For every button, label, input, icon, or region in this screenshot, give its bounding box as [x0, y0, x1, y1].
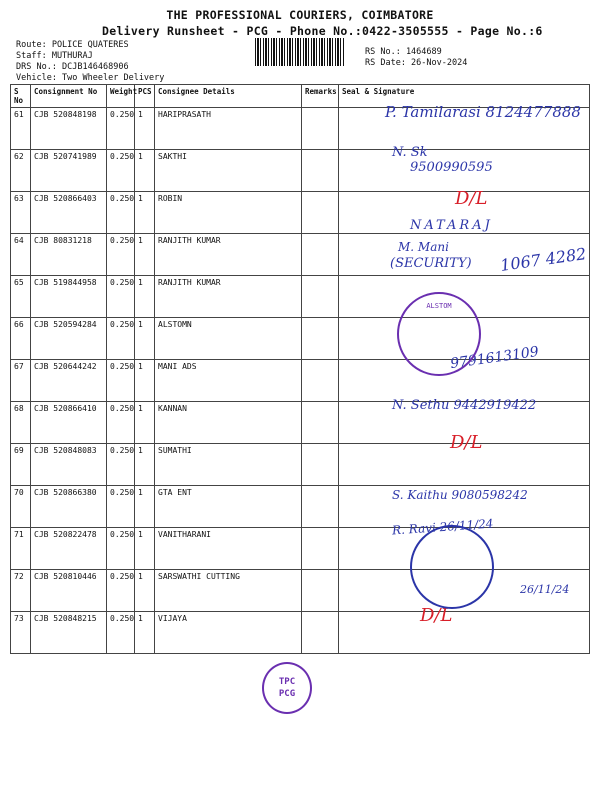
meta-right	[365, 47, 467, 69]
handwriting-64a: NATARAJ	[410, 218, 493, 233]
table-row	[11, 360, 590, 402]
barcode	[255, 38, 345, 66]
cell-weight: 0.250	[107, 402, 135, 444]
cell-remarks	[302, 444, 339, 486]
handwriting-68: N. Sethu 9442919422	[392, 398, 537, 413]
col-consignment: Consignment No	[31, 85, 107, 108]
cell-remarks	[302, 486, 339, 528]
cell-sno: 64	[11, 234, 31, 276]
cell-sno: 71	[11, 528, 31, 570]
cell-remarks	[302, 234, 339, 276]
rs-date: RS Date: 26-Nov-2024	[365, 58, 468, 68]
cell-pcs: 1	[135, 318, 155, 360]
cell-consignment: CJB 520848198	[31, 108, 107, 150]
cell-sno: 66	[11, 318, 31, 360]
staff: Staff: MUTHURAJ	[16, 51, 93, 61]
cell-consignee: HARIPRASATH	[155, 108, 302, 150]
cell-pcs: 1	[135, 150, 155, 192]
cell-weight: 0.250	[107, 234, 135, 276]
cell-consignment: CJB 80831218	[31, 234, 107, 276]
cell-remarks	[302, 360, 339, 402]
cell-consignee: SUMATHI	[155, 444, 302, 486]
cell-consignee: ROBIN	[155, 192, 302, 234]
cell-weight: 0.250	[107, 486, 135, 528]
cell-sno: 63	[11, 192, 31, 234]
drs-number: DRS No.: DCJB146468906	[16, 62, 129, 72]
cell-pcs: 1	[135, 276, 155, 318]
handwriting-dl-73: D/L	[420, 605, 453, 626]
cell-consignment: CJB 520594284	[31, 318, 107, 360]
handwriting-64c: (SECURITY)	[390, 256, 472, 271]
handwriting-64b: M. Mani	[398, 240, 449, 254]
cell-consignee: VANITHARANI	[155, 528, 302, 570]
table-body	[11, 108, 590, 654]
cell-consignment: CJB 520822478	[31, 528, 107, 570]
cell-weight: 0.250	[107, 276, 135, 318]
company-title: THE PROFESSIONAL COURIERS, COIMBATORE	[166, 8, 434, 22]
cell-consignment: CJB 520810446	[31, 570, 107, 612]
cell-sno: 70	[11, 486, 31, 528]
cell-consignment: CJB 519844958	[31, 276, 107, 318]
runsheet-subtitle: Delivery Runsheet - PCG - Phone No.:0422-3505555 - Page No.:6	[102, 24, 543, 38]
cell-pcs: 1	[135, 528, 155, 570]
cell-consignee: KANNAN	[155, 402, 302, 444]
alstom-stamp-text: ALSTOM	[426, 302, 452, 310]
cell-weight: 0.250	[107, 150, 135, 192]
cell-pcs: 1	[135, 360, 155, 402]
cell-remarks	[302, 108, 339, 150]
cell-weight: 0.250	[107, 108, 135, 150]
cell-consignment: CJB 520644242	[31, 360, 107, 402]
cell-pcs: 1	[135, 612, 155, 654]
table-row	[11, 276, 590, 318]
cell-remarks	[302, 276, 339, 318]
cell-consignment: CJB 520848083	[31, 444, 107, 486]
cell-pcs: 1	[135, 444, 155, 486]
cell-consignment: CJB 520848215	[31, 612, 107, 654]
handwriting-72: 26/11/24	[520, 583, 570, 596]
table-row	[11, 444, 590, 486]
col-remarks: Remarks	[302, 85, 339, 108]
pcg-stamp-bottom: PCG	[278, 689, 296, 699]
cell-remarks	[302, 150, 339, 192]
cell-pcs: 1	[135, 108, 155, 150]
cell-consignee: ALSTOMN	[155, 318, 302, 360]
cell-consignment: CJB 520866410	[31, 402, 107, 444]
handwriting-dl-69: D/L	[450, 432, 483, 453]
cell-sno: 72	[11, 570, 31, 612]
cell-weight: 0.250	[107, 360, 135, 402]
cell-sno: 61	[11, 108, 31, 150]
cell-consignee: SARSWATHI CUTTING	[155, 570, 302, 612]
cell-remarks	[302, 402, 339, 444]
cell-consignee: SAKTHI	[155, 150, 302, 192]
cell-pcs: 1	[135, 402, 155, 444]
cell-consignee: VIJAYA	[155, 612, 302, 654]
cell-consignee: MANI ADS	[155, 360, 302, 402]
handwriting-67: 9791613109	[449, 343, 540, 373]
handwriting-71: S. Kaithu 9080598242	[392, 488, 528, 502]
cell-consignment: CJB 520866403	[31, 192, 107, 234]
handwriting-62b: 9500990595	[410, 160, 493, 175]
pcg-stamp-top: TPC	[278, 677, 296, 687]
table-row	[11, 612, 590, 654]
cell-pcs: 1	[135, 234, 155, 276]
cell-sno: 67	[11, 360, 31, 402]
vehicle: Vehicle: Two Wheeler Delivery	[16, 73, 165, 83]
col-consignee: Consignee Details	[155, 85, 302, 108]
cell-weight: 0.250	[107, 570, 135, 612]
handwriting-dl-63: D/L	[455, 188, 488, 209]
cell-sno: 62	[11, 150, 31, 192]
cell-remarks	[302, 318, 339, 360]
col-weight: Weight	[107, 85, 135, 108]
cell-consignment: CJB 520741989	[31, 150, 107, 192]
table-row	[11, 192, 590, 234]
table-row	[11, 570, 590, 612]
cell-remarks	[302, 570, 339, 612]
cell-sno: 69	[11, 444, 31, 486]
cell-pcs: 1	[135, 570, 155, 612]
cell-weight: 0.250	[107, 318, 135, 360]
handwriting-62a: N. Sk	[392, 145, 428, 160]
handwriting-61: P. Tamilarasi 8124477888	[385, 103, 581, 121]
handwriting-71b: R. Ravi 26/11/24	[391, 516, 494, 538]
meta-left	[16, 40, 164, 84]
cell-weight: 0.250	[107, 192, 135, 234]
rs-number: RS No.: 1464689	[365, 47, 442, 57]
cell-consignee: RANJITH KUMAR	[155, 234, 302, 276]
cell-pcs: 1	[135, 486, 155, 528]
runsheet-table	[10, 84, 590, 654]
col-sno: S No	[11, 85, 31, 108]
route: Route: POLICE QUATERES	[16, 40, 129, 50]
cell-sno: 73	[11, 612, 31, 654]
cell-remarks	[302, 612, 339, 654]
cell-consignment: CJB 520866380	[31, 486, 107, 528]
cell-sno: 65	[11, 276, 31, 318]
cell-consignee: GTA ENT	[155, 486, 302, 528]
cell-remarks	[302, 528, 339, 570]
cell-weight: 0.250	[107, 612, 135, 654]
col-pcs: PCS	[135, 85, 155, 108]
table-row	[11, 528, 590, 570]
table-row	[11, 150, 590, 192]
cell-sno: 68	[11, 402, 31, 444]
cell-seal	[339, 612, 590, 654]
col-seal: Seal & Signature	[339, 85, 590, 108]
cell-weight: 0.250	[107, 444, 135, 486]
cell-weight: 0.250	[107, 528, 135, 570]
alstom-stamp	[397, 292, 481, 376]
receiver-stamp	[410, 525, 494, 609]
handwriting-65: 1067 4282	[499, 244, 588, 275]
pcg-stamp	[262, 662, 312, 714]
cell-consignee: RANJITH KUMAR	[155, 276, 302, 318]
cell-remarks	[302, 192, 339, 234]
cell-pcs: 1	[135, 192, 155, 234]
